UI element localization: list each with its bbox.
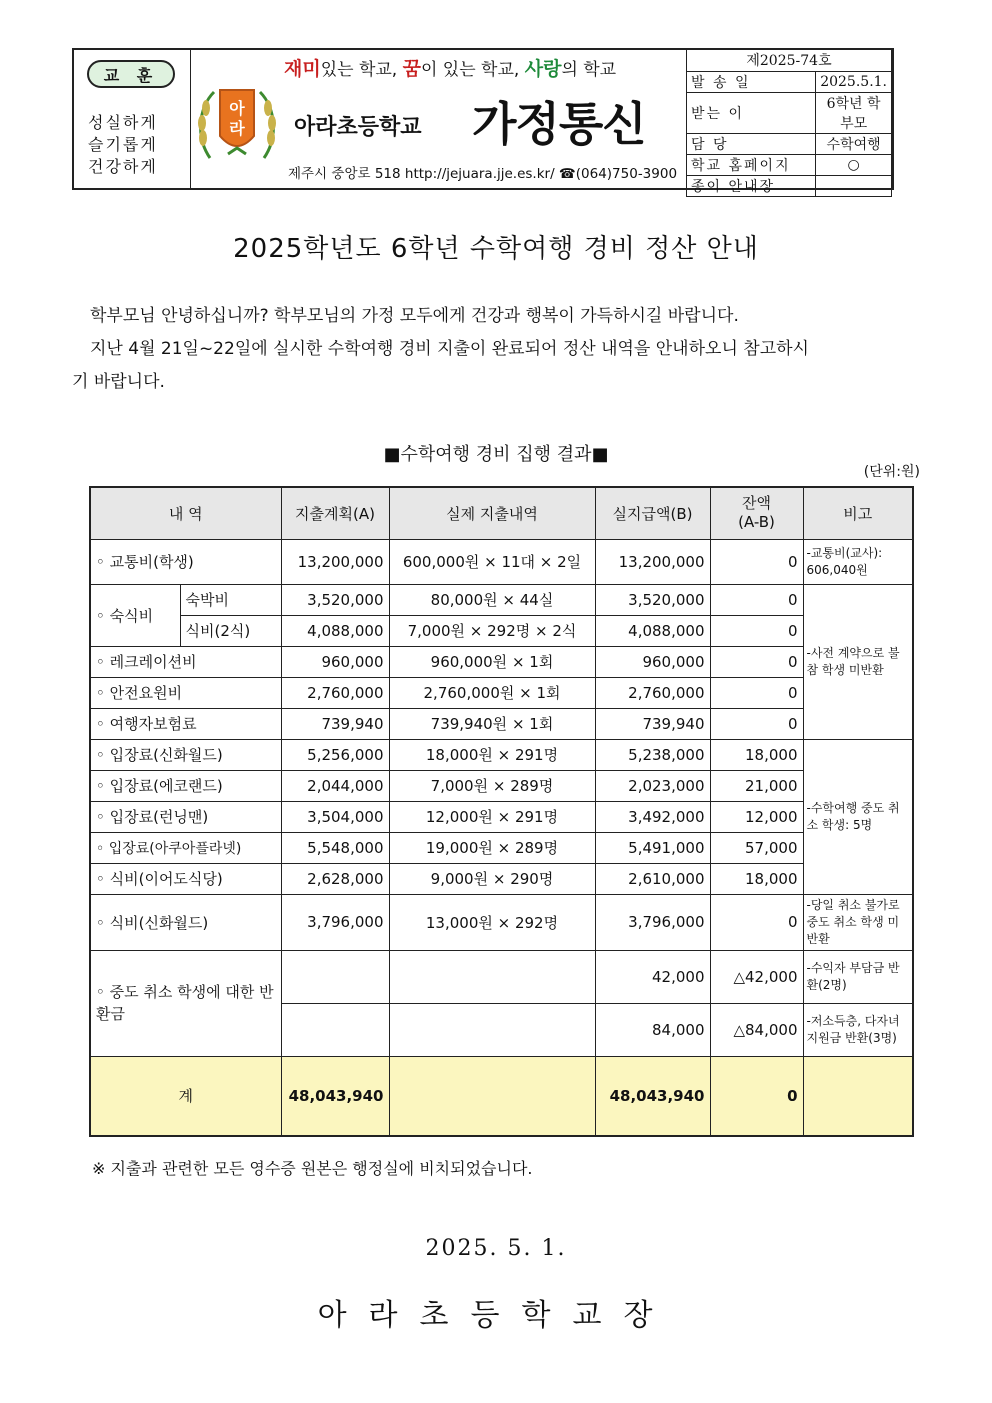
table-row: ◦ 여행자보험료 739,940 739,940원 × 1회 739,940 0: [90, 708, 913, 739]
school-name: 아라초등학교: [294, 115, 422, 140]
table-title: ■수학여행 경비 집행 결과■: [383, 444, 609, 465]
school-slogan: 재미있는 학교, 꿈이 있는 학교, 사랑의 학교: [284, 58, 617, 80]
info-value: 6학년 학부모: [816, 92, 892, 133]
header-balance: 잔액 (A-B): [710, 487, 803, 539]
school-motto: [74, 50, 191, 188]
newsletter-name: 가정통신: [472, 97, 646, 151]
info-value: 2025.5.1.: [816, 71, 892, 92]
table-row: ◦ 레크레이션비 960,000 960,000원 × 1회 960,000 0: [90, 646, 913, 677]
receipt-footnote: ※ 지출과 관련한 모든 영수증 원본은 행정실에 비치되었습니다.: [92, 1159, 533, 1178]
motto-badge: 교 훈: [87, 60, 175, 88]
info-key: 받는 이: [687, 92, 816, 133]
document-title: 2025학년도 6학년 수학여행 경비 정산 안내: [233, 234, 759, 264]
table-row: ◦ 입장료(신화월드) 5,256,000 18,000원 × 291명 5,238,000 18,000 -수학여행 중도 취소 학생: 5명: [90, 739, 913, 770]
table-row: ◦ 입장료(런닝맨) 3,504,000 12,000원 × 291명 3,492,000 12,000: [90, 801, 913, 832]
info-key: 종이 안내장: [687, 175, 816, 196]
table-row: 84,000 △84,000 -저소득층, 다자녀 지원금 반환(3명): [90, 1003, 913, 1056]
slogan-word-love: 사랑: [524, 58, 562, 80]
issue-date: 2025. 5. 1.: [425, 1236, 567, 1261]
body-paragraph-cont: 기 바랍니다.: [72, 372, 165, 392]
table-row: ◦ 안전요원비 2,760,000 2,760,000원 × 1회 2,760,000 0: [90, 677, 913, 708]
principal-signature: 아라초등학교장: [317, 1298, 675, 1333]
school-emblem-icon: [192, 78, 282, 168]
svg-text:아: 아: [229, 99, 245, 118]
table-row: ◦ 숙식비 숙박비 3,520,000 80,000원 × 44실 3,520,000 0 -사전 계약으로 불참 학생 미반환: [90, 584, 913, 615]
info-key: 학교 홈페이지: [687, 154, 816, 175]
table-row: ◦ 입장료(에코랜드) 2,044,000 7,000원 × 289명 2,023,000 21,000: [90, 770, 913, 801]
header-note: 비고: [803, 487, 913, 539]
table-row: ◦ 입장료(아쿠아플라넷) 5,548,000 19,000원 × 289명 5,491,000 57,000: [90, 832, 913, 863]
info-value: [816, 175, 892, 196]
expense-table: [89, 486, 914, 1137]
total-row: [90, 1056, 913, 1136]
total-balance: 0: [710, 1056, 803, 1136]
notice-number: 제2025-74호: [687, 50, 892, 71]
table-row: ◦ 식비(이어도식당) 2,628,000 9,000원 × 290명 2,610,000 18,000: [90, 863, 913, 894]
header-detail: 실제 지출내역: [389, 487, 595, 539]
table-row: 식비(2식) 4,088,000 7,000원 × 292명 × 2식 4,088,000 0: [90, 615, 913, 646]
info-value: 수학여행: [816, 133, 892, 154]
total-label: 계: [90, 1056, 281, 1136]
table-row: ◦ 식비(신화월드) 3,796,000 13,000원 × 292명 3,796,000 0 -당일 취소 불가로 중도 취소 학생 미반환: [90, 894, 913, 950]
header-item: 내 역: [90, 487, 281, 539]
header-paid: 실지급액(B): [595, 487, 710, 539]
info-key: 담 당: [687, 133, 816, 154]
svg-text:라: 라: [229, 119, 245, 138]
unit-label: (단위:원): [863, 464, 920, 480]
total-paid: 48,043,940: [595, 1056, 710, 1136]
table-row: ◦ 교통비(학생) 13,200,000 600,000원 × 11대 × 2일 13,200,000 0 -교통비(교사): 606,040원: [90, 539, 913, 584]
newsletter-header: [72, 48, 894, 195]
slogan-word-dream: 꿈: [402, 58, 421, 80]
motto-line: 성실하게: [88, 113, 158, 132]
motto-line: 슬기롭게: [88, 135, 158, 154]
body-paragraph: 지난 4월 21일~22일에 실시한 수학여행 경비 지출이 완료되어 정산 내역을 안내하오니 참고하시: [90, 339, 809, 359]
slogan-word-fun: 재미: [284, 58, 321, 80]
info-key: 발 송 일: [687, 71, 816, 92]
notice-info-table: [686, 50, 892, 197]
info-value: ○: [816, 154, 892, 175]
total-plan: 48,043,940: [281, 1056, 389, 1136]
school-address: 제주시 중앙로 518 http://jejuara.jje.es.kr/ ☎(064)750-3900: [288, 166, 678, 182]
greeting-paragraph: 학부모님 안녕하십니까? 학부모님의 가정 모두에게 건강과 행복이 가득하시길 바랍니다.: [90, 306, 739, 326]
header-plan: 지출계획(A): [281, 487, 389, 539]
motto-line: 건강하게: [88, 157, 158, 176]
table-row: ◦ 중도 취소 학생에 대한 반환금 42,000 △42,000 -수익자 부담금 반환(2명): [90, 950, 913, 1003]
